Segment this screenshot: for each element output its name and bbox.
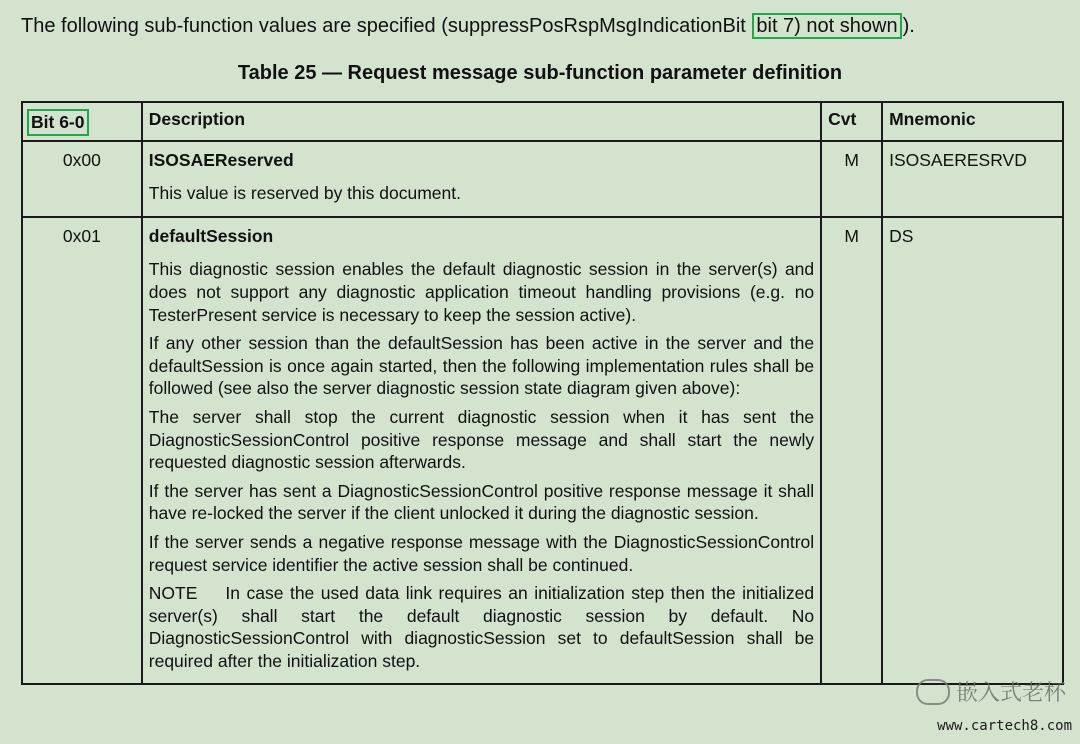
table-header-row	[22, 102, 1063, 141]
intro-after: ).	[902, 15, 915, 37]
row-paragraph: This diagnostic session enables the default diagnostic session in the server(s) and does not support any diagnostic application timeout handling provisions (e.g. no TesterPresent service is necessary to keep the session active).	[148, 259, 815, 325]
wechat-icon	[916, 679, 950, 705]
header-mnemonic: Mnemonic	[882, 102, 1063, 141]
row-cvt: M	[821, 217, 882, 685]
row-mnemonic: DS	[882, 217, 1063, 685]
header-description: Description	[142, 102, 821, 141]
row-name: defaultSession	[148, 225, 274, 246]
row-cvt: M	[821, 141, 882, 217]
table-caption: Table 25 — Request message sub-function parameter definition	[237, 62, 843, 84]
row-name: ISOSAEReserved	[148, 149, 294, 170]
row-paragraph: If any other session than the defaultSession has been active in the server and the defaultSession is once again started, then the following implementation rules shall be followed (see also the server diagnostic session state diagram given above):	[148, 333, 815, 399]
watermark-text: 嵌入式老杯	[955, 680, 1066, 705]
row-value: 0x01	[22, 217, 142, 685]
row-value: 0x00	[22, 141, 142, 217]
row-description	[142, 141, 821, 217]
row-paragraph: This value is reserved by this document.	[148, 183, 461, 204]
row-note	[149, 582, 814, 672]
row-paragraph: The server shall stop the current diagnostic session when it has sent the DiagnosticSessionControl positive response message and shall start the newly requested diagnostic session afterwards.	[148, 406, 815, 473]
table-row	[22, 141, 1063, 217]
subfunction-table	[21, 101, 1064, 685]
row-paragraph: If the server sends a negative response message with the DiagnosticSessionControl request service identifier the active session shall be continued.	[148, 531, 815, 575]
watermark-site: www.cartech8.com	[937, 718, 1072, 734]
table-row	[22, 217, 1063, 685]
row-description	[142, 217, 821, 685]
intro-highlight: bit 7) not shown	[752, 13, 901, 39]
note-label: NOTE	[148, 583, 198, 604]
intro-before: The following sub-function values are specified (suppressPosRspMsgIndicationBit	[21, 15, 752, 37]
header-cvt: Cvt	[821, 102, 882, 141]
row-mnemonic: ISOSAERESRVD	[882, 141, 1063, 217]
intro-text	[21, 12, 915, 40]
header-bits-label: Bit 6-0	[27, 109, 89, 136]
watermark	[916, 676, 1066, 707]
header-bits	[22, 102, 142, 141]
note-text: In case the used data link requires an initialization step then the initialized server(s) shall start the default diagnostic session by default. No DiagnosticSessionControl with diagnosticSession set to defaultSession shall be required after the initialization step.	[148, 583, 815, 671]
row-paragraph: If the server has sent a DiagnosticSessionControl positive response message it shall have re-locked the server if the client unlocked it during the diagnostic session.	[148, 480, 815, 524]
